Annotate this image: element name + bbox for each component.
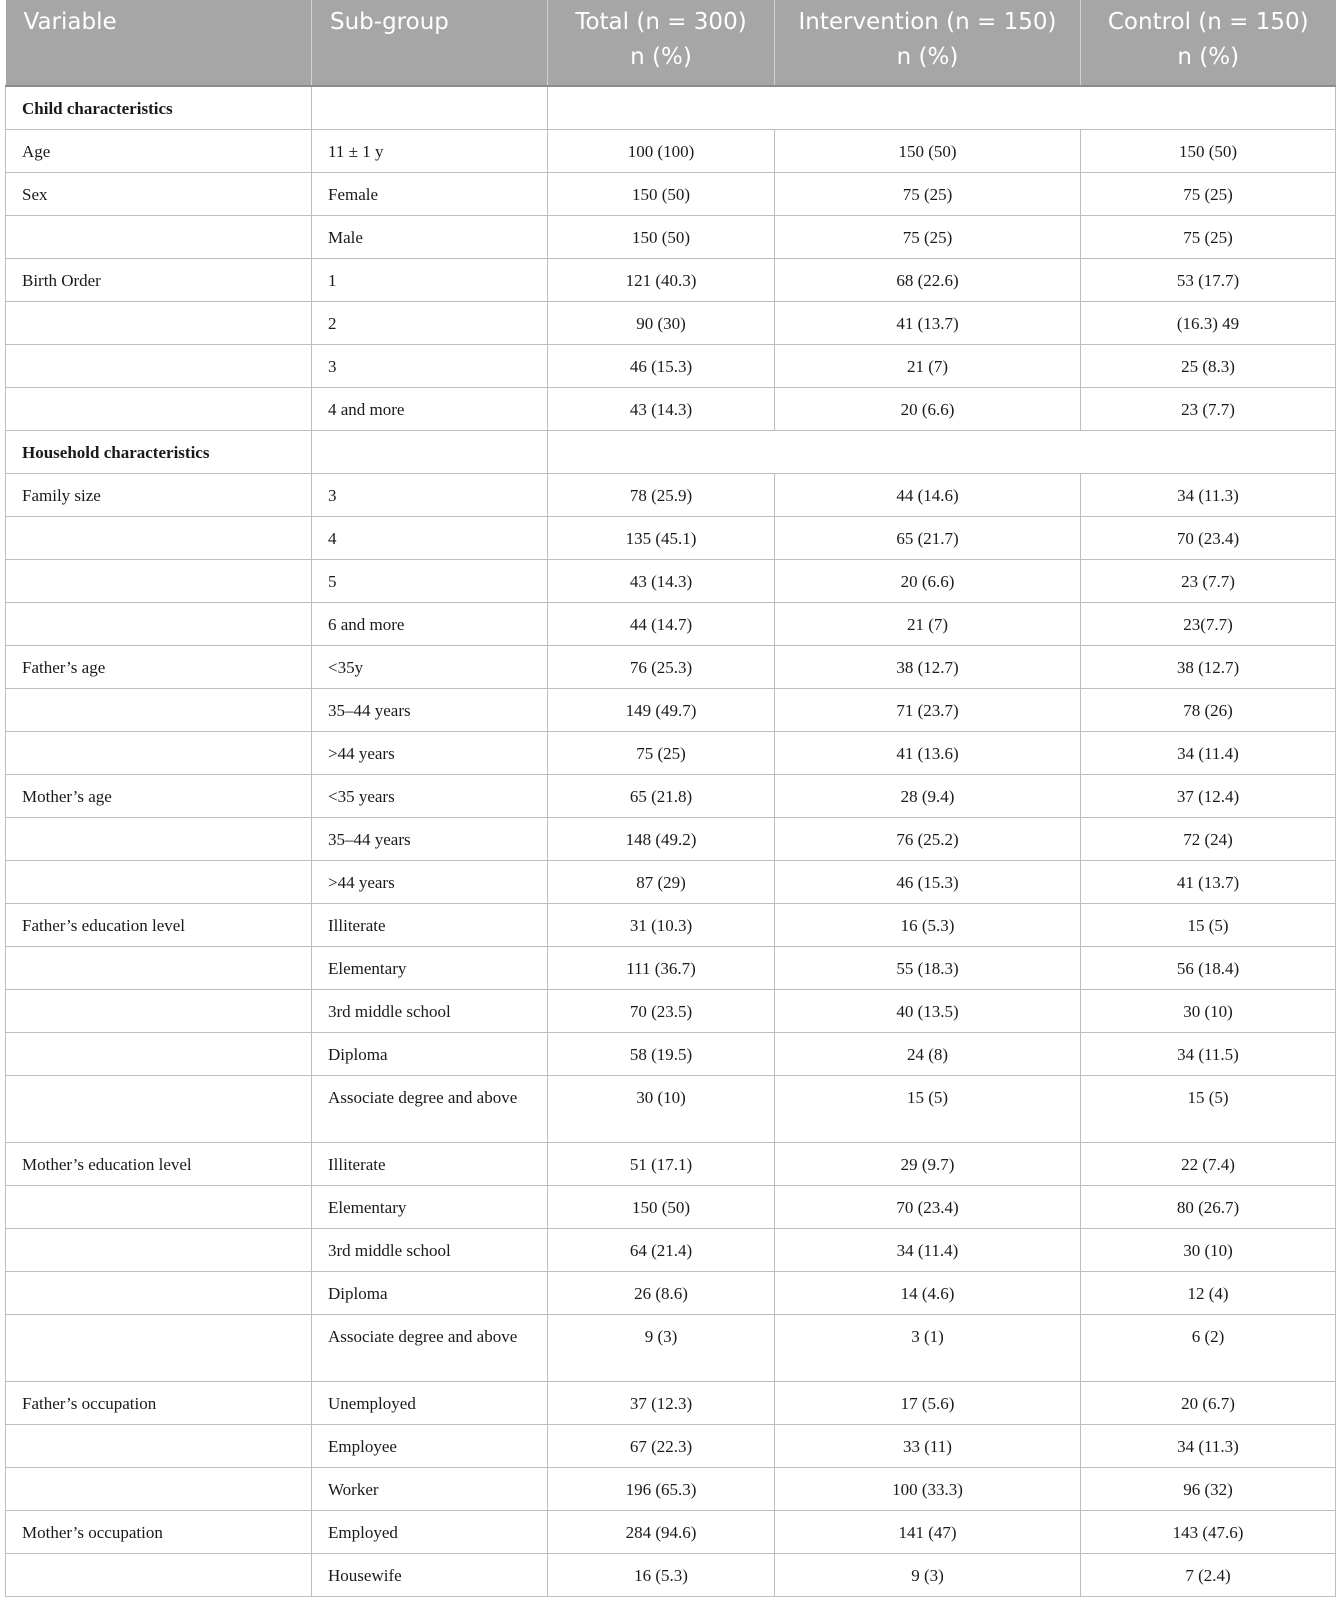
cell-subgroup: 3rd middle school (312, 1229, 548, 1272)
cell-control: 12 (4) (1081, 1272, 1336, 1315)
cell-control: 22 (7.4) (1081, 1143, 1336, 1186)
cell-subgroup: 11 ± 1 y (312, 130, 548, 173)
cell-total: 150 (50) (548, 1186, 775, 1229)
cell-intervention: 71 (23.7) (775, 689, 1081, 732)
cell-total: 121 (40.3) (548, 259, 775, 302)
cell-control: 34 (11.4) (1081, 732, 1336, 775)
cell-subgroup: Housewife (312, 1554, 548, 1597)
cell-intervention: 34 (11.4) (775, 1229, 1081, 1272)
cell-values-blank (548, 431, 1336, 474)
table-row (6, 1315, 1336, 1382)
cell-control: 53 (17.7) (1081, 259, 1336, 302)
cell-subgroup: Male (312, 216, 548, 259)
cell-control: 15 (5) (1081, 904, 1336, 947)
table-row (6, 173, 1336, 216)
cell-control: 78 (26) (1081, 689, 1336, 732)
cell-values-blank (548, 86, 1336, 130)
table-row (6, 474, 1336, 517)
header-control: Control (n = 150) (1081, 0, 1336, 44)
table-row (6, 130, 1336, 173)
cell-subgroup: Unemployed (312, 1382, 548, 1425)
table-row (6, 1033, 1336, 1076)
cell-variable (6, 689, 312, 732)
cell-variable (6, 1272, 312, 1315)
header-unit-control: n (%) (1081, 44, 1336, 86)
cell-total: 78 (25.9) (548, 474, 775, 517)
cell-variable: Father’s occupation (6, 1382, 312, 1425)
cell-control: 34 (11.5) (1081, 1033, 1336, 1076)
cell-intervention: 17 (5.6) (775, 1382, 1081, 1425)
cell-subgroup: Employee (312, 1425, 548, 1468)
cell-total: 284 (94.6) (548, 1511, 775, 1554)
cell-control: 70 (23.4) (1081, 517, 1336, 560)
cell-control: 150 (50) (1081, 130, 1336, 173)
cell-intervention: 24 (8) (775, 1033, 1081, 1076)
cell-subgroup: 5 (312, 560, 548, 603)
header-subgroup-blank (312, 44, 548, 86)
cell-subgroup: <35y (312, 646, 548, 689)
cell-subgroup: 2 (312, 302, 548, 345)
cell-intervention: 3 (1) (775, 1315, 1081, 1382)
table-row (6, 302, 1336, 345)
cell-control: 30 (10) (1081, 1229, 1336, 1272)
table-row (6, 259, 1336, 302)
cell-intervention: 38 (12.7) (775, 646, 1081, 689)
cell-subgroup: Diploma (312, 1272, 548, 1315)
header-subgroup: Sub-group (312, 0, 548, 44)
table-row (6, 388, 1336, 431)
table-row (6, 517, 1336, 560)
table-row (6, 1229, 1336, 1272)
cell-control: 75 (25) (1081, 173, 1336, 216)
cell-control: 34 (11.3) (1081, 474, 1336, 517)
table-row (6, 1186, 1336, 1229)
cell-intervention: 46 (15.3) (775, 861, 1081, 904)
table-row (6, 646, 1336, 689)
cell-variable: Mother’s education level (6, 1143, 312, 1186)
cell-subgroup: Elementary (312, 947, 548, 990)
cell-total: 90 (30) (548, 302, 775, 345)
cell-intervention: 75 (25) (775, 216, 1081, 259)
cell-intervention: 20 (6.6) (775, 388, 1081, 431)
cell-total: 196 (65.3) (548, 1468, 775, 1511)
cell-variable (6, 1076, 312, 1143)
cell-intervention: 29 (9.7) (775, 1143, 1081, 1186)
cell-subgroup: 3rd middle school (312, 990, 548, 1033)
cell-control: 34 (11.3) (1081, 1425, 1336, 1468)
cell-variable (6, 603, 312, 646)
cell-total: 111 (36.7) (548, 947, 775, 990)
cell-subgroup: Associate degree and above (312, 1076, 548, 1143)
section-heading: Household characteristics (6, 431, 312, 474)
cell-variable (6, 947, 312, 990)
cell-subgroup (312, 431, 548, 474)
cell-intervention: 70 (23.4) (775, 1186, 1081, 1229)
cell-total: 75 (25) (548, 732, 775, 775)
cell-variable: Birth Order (6, 259, 312, 302)
cell-subgroup: 3 (312, 345, 548, 388)
cell-variable (6, 1229, 312, 1272)
cell-variable (6, 1186, 312, 1229)
cell-variable: Family size (6, 474, 312, 517)
cell-total: 149 (49.7) (548, 689, 775, 732)
cell-intervention: 9 (3) (775, 1554, 1081, 1597)
cell-control: 23 (7.7) (1081, 388, 1336, 431)
cell-variable (6, 560, 312, 603)
cell-intervention: 68 (22.6) (775, 259, 1081, 302)
cell-variable (6, 517, 312, 560)
table-row (6, 904, 1336, 947)
cell-subgroup: >44 years (312, 861, 548, 904)
cell-variable (6, 1315, 312, 1382)
cell-total: 65 (21.8) (548, 775, 775, 818)
table-row (6, 1554, 1336, 1597)
cell-subgroup: 35–44 years (312, 689, 548, 732)
header-variable-blank (6, 44, 312, 86)
cell-subgroup: Illiterate (312, 1143, 548, 1186)
header-unit-total: n (%) (548, 44, 775, 86)
cell-subgroup: 4 (312, 517, 548, 560)
table-row (6, 818, 1336, 861)
cell-intervention: 65 (21.7) (775, 517, 1081, 560)
cell-control: 143 (47.6) (1081, 1511, 1336, 1554)
cell-total: 37 (12.3) (548, 1382, 775, 1425)
cell-variable: Mother’s occupation (6, 1511, 312, 1554)
cell-control: (16.3) 49 (1081, 302, 1336, 345)
demographics-table (5, 0, 1336, 1597)
table-row (6, 1382, 1336, 1425)
table-row (6, 689, 1336, 732)
cell-subgroup: 1 (312, 259, 548, 302)
table-row (6, 1272, 1336, 1315)
cell-intervention: 33 (11) (775, 1425, 1081, 1468)
cell-variable (6, 818, 312, 861)
cell-subgroup: 35–44 years (312, 818, 548, 861)
cell-total: 44 (14.7) (548, 603, 775, 646)
cell-subgroup: Elementary (312, 1186, 548, 1229)
cell-subgroup: 4 and more (312, 388, 548, 431)
header-variable: Variable (6, 0, 312, 44)
cell-intervention: 16 (5.3) (775, 904, 1081, 947)
cell-intervention: 20 (6.6) (775, 560, 1081, 603)
cell-total: 87 (29) (548, 861, 775, 904)
cell-variable: Father’s education level (6, 904, 312, 947)
cell-control: 23 (7.7) (1081, 560, 1336, 603)
cell-total: 76 (25.3) (548, 646, 775, 689)
cell-total: 100 (100) (548, 130, 775, 173)
cell-variable: Age (6, 130, 312, 173)
cell-subgroup: 3 (312, 474, 548, 517)
table-row (6, 1511, 1336, 1554)
cell-subgroup: >44 years (312, 732, 548, 775)
cell-variable: Sex (6, 173, 312, 216)
cell-subgroup: Illiterate (312, 904, 548, 947)
cell-intervention: 41 (13.6) (775, 732, 1081, 775)
cell-variable (6, 861, 312, 904)
cell-control: 25 (8.3) (1081, 345, 1336, 388)
cell-intervention: 75 (25) (775, 173, 1081, 216)
cell-control: 80 (26.7) (1081, 1186, 1336, 1229)
cell-variable (6, 990, 312, 1033)
cell-subgroup: Associate degree and above (312, 1315, 548, 1382)
cell-control: 15 (5) (1081, 1076, 1336, 1143)
cell-intervention: 21 (7) (775, 345, 1081, 388)
cell-control: 56 (18.4) (1081, 947, 1336, 990)
cell-total: 70 (23.5) (548, 990, 775, 1033)
cell-total: 30 (10) (548, 1076, 775, 1143)
cell-total: 46 (15.3) (548, 345, 775, 388)
cell-intervention: 40 (13.5) (775, 990, 1081, 1033)
table-row (6, 990, 1336, 1033)
cell-control: 7 (2.4) (1081, 1554, 1336, 1597)
cell-intervention: 44 (14.6) (775, 474, 1081, 517)
cell-total: 58 (19.5) (548, 1033, 775, 1076)
cell-intervention: 76 (25.2) (775, 818, 1081, 861)
cell-total: 135 (45.1) (548, 517, 775, 560)
table-row (6, 431, 1336, 474)
cell-control: 96 (32) (1081, 1468, 1336, 1511)
cell-total: 16 (5.3) (548, 1554, 775, 1597)
table-row (6, 1076, 1336, 1143)
cell-control: 6 (2) (1081, 1315, 1336, 1382)
cell-intervention: 100 (33.3) (775, 1468, 1081, 1511)
header-intervention: Intervention (n = 150) (775, 0, 1081, 44)
cell-control: 41 (13.7) (1081, 861, 1336, 904)
cell-total: 67 (22.3) (548, 1425, 775, 1468)
header-unit-intervention: n (%) (775, 44, 1081, 86)
cell-subgroup: Female (312, 173, 548, 216)
table-row (6, 947, 1336, 990)
cell-total: 43 (14.3) (548, 560, 775, 603)
cell-intervention: 141 (47) (775, 1511, 1081, 1554)
cell-total: 150 (50) (548, 216, 775, 259)
cell-intervention: 55 (18.3) (775, 947, 1081, 990)
table-row (6, 560, 1336, 603)
cell-control: 75 (25) (1081, 216, 1336, 259)
table-row (6, 775, 1336, 818)
cell-intervention: 41 (13.7) (775, 302, 1081, 345)
cell-subgroup: Worker (312, 1468, 548, 1511)
cell-variable (6, 1554, 312, 1597)
cell-variable: Mother’s age (6, 775, 312, 818)
cell-subgroup: 6 and more (312, 603, 548, 646)
cell-total: 148 (49.2) (548, 818, 775, 861)
cell-variable: Father’s age (6, 646, 312, 689)
cell-total: 64 (21.4) (548, 1229, 775, 1272)
table-row (6, 732, 1336, 775)
cell-control: 38 (12.7) (1081, 646, 1336, 689)
cell-control: 30 (10) (1081, 990, 1336, 1033)
cell-variable (6, 345, 312, 388)
cell-subgroup: <35 years (312, 775, 548, 818)
cell-control: 37 (12.4) (1081, 775, 1336, 818)
cell-subgroup: Employed (312, 1511, 548, 1554)
table-header (6, 0, 1336, 86)
table-row (6, 603, 1336, 646)
table-row (6, 86, 1336, 130)
cell-intervention: 15 (5) (775, 1076, 1081, 1143)
cell-subgroup (312, 86, 548, 130)
table-row (6, 1143, 1336, 1186)
table-body (6, 86, 1336, 1597)
header-total: Total (n = 300) (548, 0, 775, 44)
cell-variable (6, 1033, 312, 1076)
cell-control: 20 (6.7) (1081, 1382, 1336, 1425)
cell-variable (6, 1425, 312, 1468)
cell-intervention: 14 (4.6) (775, 1272, 1081, 1315)
cell-variable (6, 732, 312, 775)
cell-intervention: 28 (9.4) (775, 775, 1081, 818)
table-row (6, 1468, 1336, 1511)
cell-total: 150 (50) (548, 173, 775, 216)
table-row (6, 345, 1336, 388)
cell-variable (6, 1468, 312, 1511)
table-row (6, 861, 1336, 904)
cell-total: 51 (17.1) (548, 1143, 775, 1186)
section-heading: Child characteristics (6, 86, 312, 130)
cell-variable (6, 302, 312, 345)
cell-total: 31 (10.3) (548, 904, 775, 947)
cell-total: 9 (3) (548, 1315, 775, 1382)
cell-total: 26 (8.6) (548, 1272, 775, 1315)
cell-intervention: 21 (7) (775, 603, 1081, 646)
cell-total: 43 (14.3) (548, 388, 775, 431)
table-row (6, 1425, 1336, 1468)
cell-intervention: 150 (50) (775, 130, 1081, 173)
table-row (6, 216, 1336, 259)
cell-subgroup: Diploma (312, 1033, 548, 1076)
cell-control: 23(7.7) (1081, 603, 1336, 646)
cell-control: 72 (24) (1081, 818, 1336, 861)
cell-variable (6, 216, 312, 259)
cell-variable (6, 388, 312, 431)
